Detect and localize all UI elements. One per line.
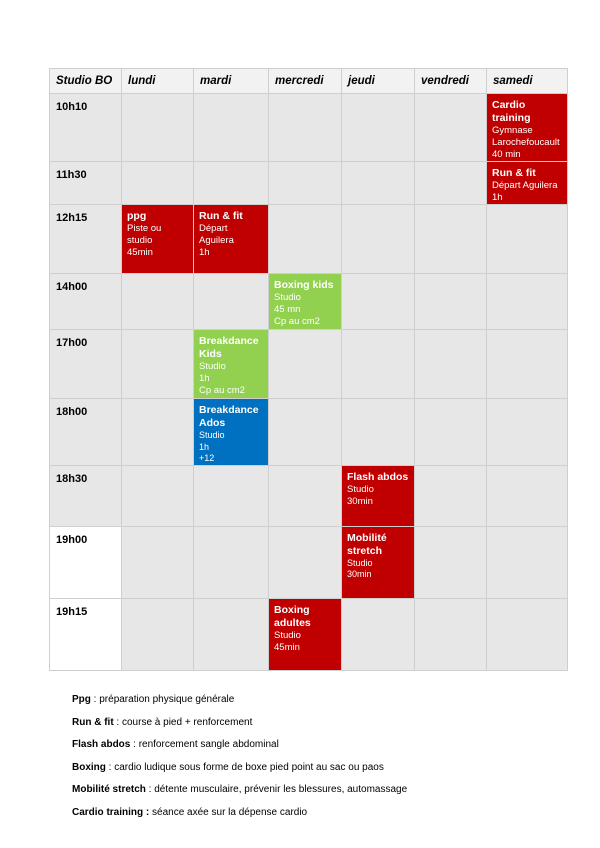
empty-cell xyxy=(194,94,269,162)
event-title: Run & fit xyxy=(492,167,536,179)
event-line: Cp au cm2 xyxy=(199,385,245,396)
header-lundi: lundi xyxy=(122,69,194,94)
row-11h30 xyxy=(50,162,568,205)
row-18h30 xyxy=(50,465,568,526)
time-cell: 14h00 xyxy=(50,274,122,330)
empty-cell xyxy=(415,330,487,399)
empty-cell xyxy=(342,598,415,670)
event-line: Aguilera xyxy=(199,235,234,246)
event-line: studio xyxy=(127,235,153,246)
legend-sep: : xyxy=(105,761,115,773)
empty-cell xyxy=(487,205,568,274)
empty-cell xyxy=(415,274,487,330)
empty-cell xyxy=(415,162,487,205)
event-line: 1h xyxy=(199,247,210,258)
event-line: Gymnase xyxy=(492,125,533,136)
empty-cell xyxy=(487,526,568,598)
event-line: 30min xyxy=(347,495,373,507)
event-line: 1h xyxy=(492,192,503,203)
empty-cell xyxy=(269,205,342,274)
legend-definition: course à pied + renforcement xyxy=(122,716,253,728)
legend-definition: renforcement sangle abdominal xyxy=(138,739,279,750)
event-title: ppg xyxy=(127,210,147,222)
empty-cell xyxy=(415,205,487,274)
event-flash-abdos xyxy=(342,465,415,526)
event-run-fit-samedi xyxy=(487,162,568,205)
empty-cell xyxy=(342,399,415,466)
legend-item xyxy=(72,762,407,773)
empty-cell xyxy=(194,526,269,598)
row-10h10 xyxy=(50,94,568,162)
event-line: 45min xyxy=(127,247,153,258)
event-run-fit-mardi xyxy=(194,205,269,274)
empty-cell xyxy=(122,465,194,526)
event-line: 45min xyxy=(274,641,300,653)
time-cell: 11h30 xyxy=(50,162,122,205)
event-title: Mobilité stretch xyxy=(347,531,387,557)
empty-cell xyxy=(269,399,342,466)
empty-cell xyxy=(487,399,568,466)
legend-term: Mobilité stretch xyxy=(72,784,146,795)
time-cell: 18h00 xyxy=(50,399,122,466)
empty-cell xyxy=(415,399,487,466)
empty-cell xyxy=(487,465,568,526)
empty-cell xyxy=(269,330,342,399)
empty-cell xyxy=(122,274,194,330)
empty-cell xyxy=(194,274,269,330)
event-line: Départ xyxy=(199,223,228,234)
event-boxing-adultes xyxy=(269,598,342,670)
legend xyxy=(72,694,407,829)
row-19h00 xyxy=(50,526,568,598)
empty-cell xyxy=(194,598,269,670)
event-title: Boxing kids xyxy=(274,279,334,291)
empty-cell xyxy=(269,465,342,526)
event-breakdance-kids xyxy=(194,330,269,399)
empty-cell xyxy=(415,94,487,162)
event-line: Studio xyxy=(274,292,301,303)
legend-definition: cardio ludique sous forme de boxe pied point au sac ou paos xyxy=(114,761,384,773)
empty-cell xyxy=(415,465,487,526)
empty-cell xyxy=(194,465,269,526)
event-line: Studio xyxy=(199,361,226,372)
empty-cell xyxy=(269,94,342,162)
legend-term: Boxing xyxy=(72,761,106,773)
event-cardio-training xyxy=(487,94,568,162)
legend-sep: : xyxy=(90,694,100,705)
event-title: Breakdance Kids xyxy=(199,335,259,360)
event-line: Départ Aguilera xyxy=(492,180,558,191)
time-cell: 17h00 xyxy=(50,330,122,399)
event-line: 45 mn xyxy=(274,304,301,315)
event-line: Studio xyxy=(274,629,301,641)
row-12h15 xyxy=(50,205,568,274)
time-cell: 19h00 xyxy=(50,526,122,598)
legend-term: Ppg xyxy=(72,694,91,705)
legend-item xyxy=(72,807,407,818)
header-vendredi: vendredi xyxy=(415,69,487,94)
empty-cell xyxy=(342,162,415,205)
row-18h00 xyxy=(50,399,568,466)
schedule-table xyxy=(49,68,568,671)
time-cell: 12h15 xyxy=(50,205,122,274)
legend-item xyxy=(72,717,407,728)
event-line: 30min xyxy=(347,569,372,579)
event-line: Studio xyxy=(199,430,225,440)
empty-cell xyxy=(342,205,415,274)
empty-cell xyxy=(122,526,194,598)
empty-cell xyxy=(487,274,568,330)
legend-definition: détente musculaire, prévenir les blessures, automassage xyxy=(154,784,408,795)
empty-cell xyxy=(122,330,194,399)
legend-definition: séance axée sur la dépense cardio xyxy=(152,806,308,818)
empty-cell xyxy=(415,598,487,670)
header-mardi: mardi xyxy=(194,69,269,94)
event-line: Piste ou xyxy=(127,223,162,234)
event-line: Studio xyxy=(347,557,373,568)
empty-cell xyxy=(269,162,342,205)
event-line: 40 min xyxy=(492,149,521,160)
row-17h00 xyxy=(50,330,568,399)
legend-term: Flash abdos xyxy=(72,739,131,750)
legend-definition: préparation physique générale xyxy=(99,694,235,705)
legend-term: Run & fit xyxy=(72,716,114,728)
empty-cell xyxy=(269,526,342,598)
event-line: 1h xyxy=(199,441,210,452)
header-studio: Studio BO xyxy=(50,69,122,94)
event-title: Flash abdos xyxy=(347,470,409,483)
legend-item xyxy=(72,739,407,750)
empty-cell xyxy=(415,526,487,598)
legend-sep: : xyxy=(145,784,155,795)
legend-sep: : xyxy=(113,716,122,728)
event-line: Cp au cm2 xyxy=(274,316,320,327)
empty-cell xyxy=(194,162,269,205)
row-19h15 xyxy=(50,598,568,670)
empty-cell xyxy=(122,598,194,670)
empty-cell xyxy=(342,330,415,399)
legend-term: Cardio training : xyxy=(72,806,150,818)
header-jeudi: jeudi xyxy=(342,69,415,94)
row-14h00 xyxy=(50,274,568,330)
empty-cell xyxy=(487,598,568,670)
event-title: Run & fit xyxy=(199,210,243,222)
event-title: Cardio training xyxy=(492,99,531,124)
empty-cell xyxy=(122,399,194,466)
header-row xyxy=(50,69,568,94)
legend-item xyxy=(72,694,407,705)
empty-cell xyxy=(342,94,415,162)
time-cell: 19h15 xyxy=(50,598,122,670)
event-breakdance-ados xyxy=(194,399,269,466)
time-cell: 10h10 xyxy=(50,94,122,162)
empty-cell xyxy=(122,94,194,162)
event-ppg xyxy=(122,205,194,274)
event-mobilite-stretch xyxy=(342,526,415,598)
event-boxing-kids xyxy=(269,274,342,330)
event-title: Breakdance Ados xyxy=(199,404,259,429)
event-line: Larochefoucault xyxy=(492,137,560,148)
event-line: 1h xyxy=(199,373,210,384)
header-samedi: samedi xyxy=(487,69,568,94)
event-line: +12 xyxy=(199,453,215,463)
legend-sep: : xyxy=(130,739,139,750)
event-title: Boxing adultes xyxy=(274,603,311,629)
header-mercredi: mercredi xyxy=(269,69,342,94)
empty-cell xyxy=(122,162,194,205)
empty-cell xyxy=(342,274,415,330)
empty-cell xyxy=(487,330,568,399)
legend-item xyxy=(72,784,407,795)
time-cell: 18h30 xyxy=(50,465,122,526)
event-line: Studio xyxy=(347,483,374,495)
